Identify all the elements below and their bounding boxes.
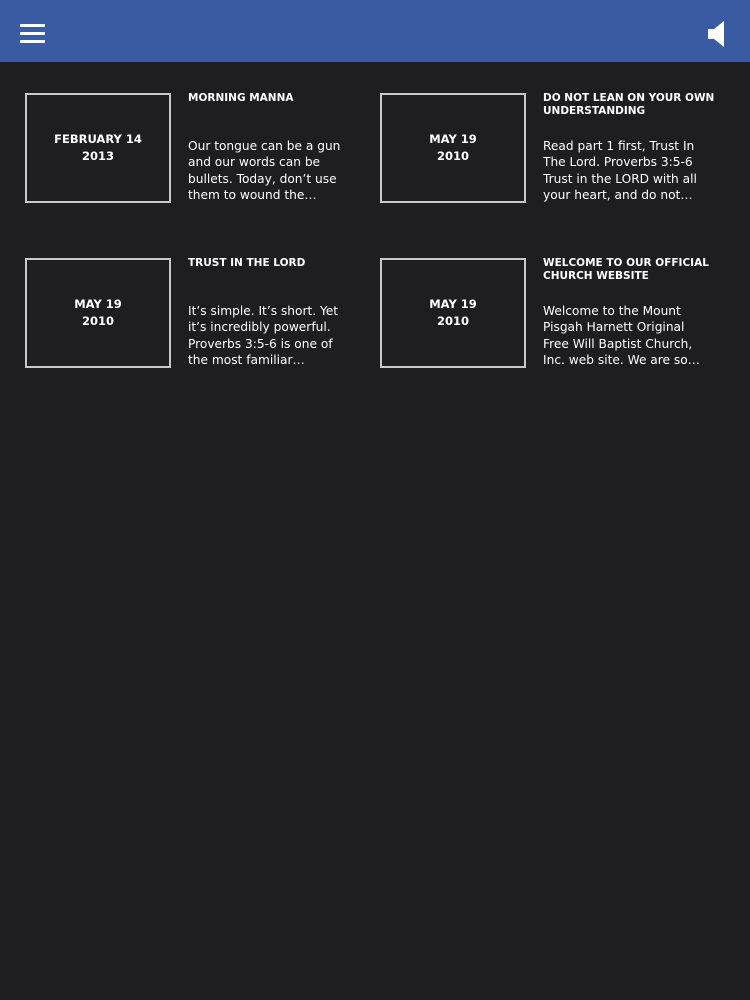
post-card[interactable] xyxy=(380,93,720,205)
post-date-month-day: MAY 19 xyxy=(429,297,477,311)
post-date-box[interactable] xyxy=(25,258,171,368)
post-text xyxy=(188,93,368,205)
post-date-box[interactable] xyxy=(380,258,526,368)
post-date-year: 2010 xyxy=(436,149,469,163)
hamburger-menu-icon[interactable] xyxy=(20,24,45,46)
post-card[interactable] xyxy=(25,93,365,205)
menu-line xyxy=(20,40,45,43)
post-excerpt: Read part 1 first, Trust In The Lord. Proverbs 3:5-6 Trust in the LORD with all your heart, and do not… xyxy=(543,139,697,202)
post-date-box[interactable] xyxy=(25,93,171,203)
post-text xyxy=(543,258,723,370)
post-date-year: 2013 xyxy=(81,149,114,163)
post-excerpt: Welcome to the Mount Pisgah Harnett Original Free Will Baptist Church, Inc. web site. We are so… xyxy=(543,304,700,367)
menu-line xyxy=(20,24,45,27)
post-excerpt: It’s simple. It’s short. Yet it’s incredibly powerful. Proverbs 3:5-6 is one of the most familiar… xyxy=(188,304,339,367)
top-bar xyxy=(0,0,750,62)
post-date-year: 2010 xyxy=(436,314,469,328)
post-date-month-day: MAY 19 xyxy=(74,297,122,311)
post-card[interactable] xyxy=(25,258,365,370)
post-date-box[interactable] xyxy=(380,93,526,203)
post-title[interactable]: WELCOME TO OUR OFFICIAL CHURCH WEBSITE xyxy=(543,257,709,282)
post-date-month-day: FEBRUARY 14 xyxy=(54,132,142,146)
post-excerpt: Our tongue can be a gun and our words can be bullets. Today, don’t use them to wound the… xyxy=(188,139,341,202)
post-date-month-day: MAY 19 xyxy=(429,132,477,146)
post-title[interactable]: DO NOT LEAN ON YOUR OWN UNDERSTANDING xyxy=(543,92,715,117)
post-text xyxy=(543,93,723,205)
post-card[interactable] xyxy=(380,258,720,370)
menu-line xyxy=(20,32,45,35)
post-title[interactable]: TRUST IN THE LORD xyxy=(188,257,306,269)
post-date-year: 2010 xyxy=(81,314,114,328)
post-title[interactable]: MORNING MANNA xyxy=(188,92,294,104)
speaker-icon[interactable] xyxy=(706,20,728,48)
post-text xyxy=(188,258,368,370)
